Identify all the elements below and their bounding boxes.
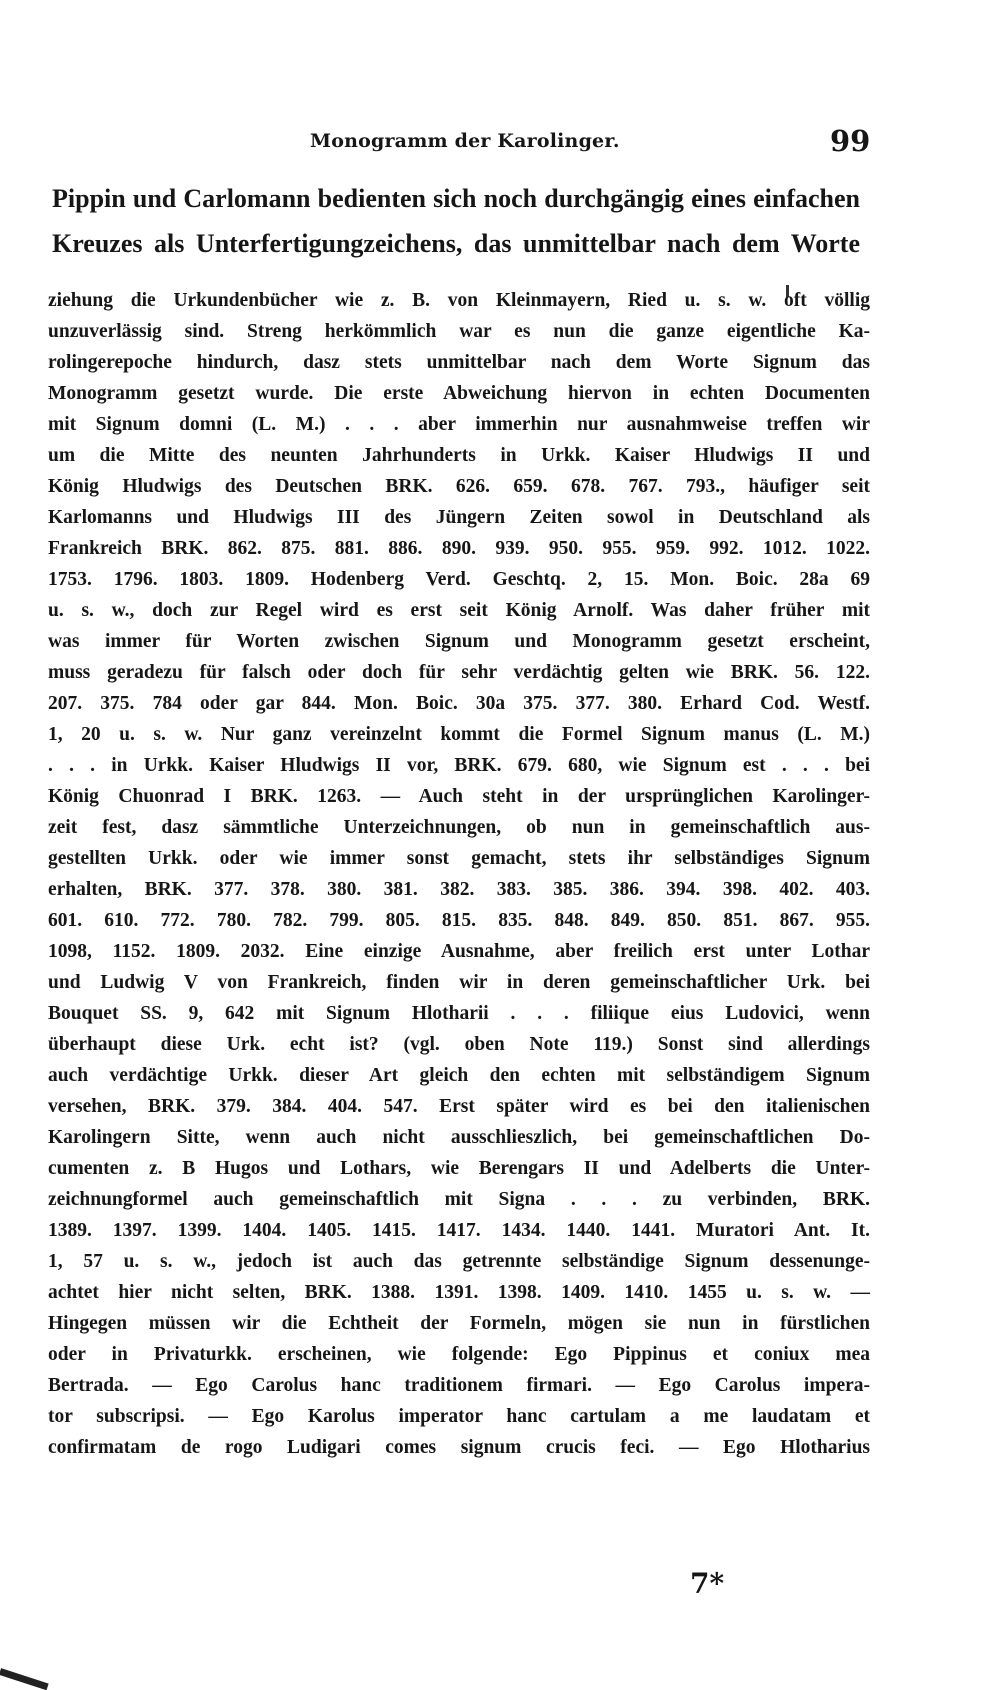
footnote-line: Monogramm gesetzt wurde. Die erste Abweichung hiervon in echten Documenten <box>48 383 870 404</box>
footnote-line: rolingerepoche hindurch, dasz stets unmittelbar nach dem Worte Signum das <box>48 352 870 373</box>
footnote-line: tor subscripsi. — Ego Karolus imperator hanc cartulam a me laudatam et <box>48 1406 870 1427</box>
footnote-line: 1, 57 u. s. w., jedoch ist auch das getrennte selbständige Signum dessenunge- <box>48 1251 870 1272</box>
footnote-line: Karlomanns und Hludwigs III des Jüngern Zeiten sowol in Deutschland als <box>48 507 870 528</box>
scan-artifact <box>0 1668 49 1690</box>
body-text-line: Pippin und Carlomann bedienten sich noch durchgängig eines einfachen <box>52 184 860 213</box>
footnote-line: achtet hier nicht selten, BRK. 1388. 1391. 1398. 1409. 1410. 1455 u. s. w. — <box>48 1282 870 1303</box>
footnote-line: König Chuonrad I BRK. 1263. — Auch steht in der ursprünglichen Karolinger- <box>48 786 870 807</box>
footnote-line: Hingegen müssen wir die Echtheit der Formeln, mögen sie nun in fürstlichen <box>48 1313 870 1334</box>
footnote-line: auch verdächtige Urkk. dieser Art gleich den echten mit selbständigem Signum <box>48 1065 870 1086</box>
footnote-line: unzuverlässig sind. Streng herkömmlich war es nun die ganze eigentliche Ka- <box>48 321 870 342</box>
footnote-line: Bertrada. — Ego Carolus hanc traditionem firmari. — Ego Carolus impera- <box>48 1375 870 1396</box>
footnote-line: 1, 20 u. s. w. Nur ganz vereinzelnt kommt die Formel Signum manus (L. M.) <box>48 724 870 745</box>
footnote-line: und Ludwig V von Frankreich, finden wir in deren gemeinschaftlicher Urk. bei <box>48 972 870 993</box>
footnote-line: 207. 375. 784 oder gar 844. Mon. Boic. 30a 375. 377. 380. Erhard Cod. Westf. <box>48 693 870 714</box>
footnote-line: . . . in Urkk. Kaiser Hludwigs II vor, BRK. 679. 680, wie Signum est . . . bei <box>48 755 870 776</box>
footnote-line: zeit fest, dasz sämmtliche Unterzeichnungen, ob nun in gemeinschaftlich aus- <box>48 817 870 838</box>
footnote-line: Bouquet SS. 9, 642 mit Signum Hlotharii . . . filiique eius Ludovici, wenn <box>48 1003 870 1024</box>
page-number: 99 <box>830 124 871 158</box>
footnote-line: Karolingern Sitte, wenn auch nicht ausschlieszlich, bei gemeinschaftlichen Do- <box>48 1127 870 1148</box>
footnote-line: Frankreich BRK. 862. 875. 881. 886. 890. 939. 950. 955. 959. 992. 1012. 1022. <box>48 538 870 559</box>
running-header-title: Monogramm der Karolinger. <box>310 130 620 152</box>
footnote-line: König Hludwigs des Deutschen BRK. 626. 659. 678. 767. 793., häufiger seit <box>48 476 870 497</box>
footnote-line: was immer für Worten zwischen Signum und Monogramm gesetzt erscheint, <box>48 631 870 652</box>
footnote-line: muss geradezu für falsch oder doch für sehr verdächtig gelten wie BRK. 56. 122. <box>48 662 870 683</box>
footnote-line: 1753. 1796. 1803. 1809. Hodenberg Verd. Geschtq. 2, 15. Mon. Boic. 28a 69 <box>48 569 870 590</box>
footnote-line: 1389. 1397. 1399. 1404. 1405. 1415. 1417. 1434. 1440. 1441. Muratori Ant. It. <box>48 1220 870 1241</box>
footnote-line: erhalten, BRK. 377. 378. 380. 381. 382. 383. 385. 386. 394. 398. 402. 403. <box>48 879 870 900</box>
footnote-line: mit Signum domni (L. M.) . . . aber immerhin nur ausnahmweise treffen wir <box>48 414 870 435</box>
footnote-line: versehen, BRK. 379. 384. 404. 547. Erst später wird es bei den italienischen <box>48 1096 870 1117</box>
footnote-line: ziehung die Urkundenbücher wie z. B. von Kleinmayern, Ried u. s. w. oft völlig <box>48 290 870 311</box>
footnote-line: 601. 610. 772. 780. 782. 799. 805. 815. 835. 848. 849. 850. 851. 867. 955. <box>48 910 870 931</box>
signature-mark: 7* <box>690 1567 725 1600</box>
footnote-line: zeichnungformel auch gemeinschaftlich mit Signa . . . zu verbinden, BRK. <box>48 1189 870 1210</box>
footnote-line: gestellten Urkk. oder wie immer sonst gemacht, stets ihr selbständiges Signum <box>48 848 870 869</box>
footnote-line: überhaupt diese Urk. echt ist? (vgl. oben Note 119.) Sonst sind allerdings <box>48 1034 870 1055</box>
footnote-line: um die Mitte des neunten Jahrhunderts in Urkk. Kaiser Hludwigs II und <box>48 445 870 466</box>
footnote-line: cumenten z. B Hugos und Lothars, wie Berengars II und Adelberts die Unter- <box>48 1158 870 1179</box>
footnote-line: 1098, 1152. 1809. 2032. Eine einzige Ausnahme, aber freilich erst unter Lothar <box>48 941 870 962</box>
footnote-line: u. s. w., doch zur Regel wird es erst seit König Arnolf. Was daher früher mit <box>48 600 870 621</box>
body-text-line: Kreuzes als Unterfertigungzeichens, das unmittelbar nach dem Worte <box>52 229 860 258</box>
footnote-line: oder in Privaturkk. erscheinen, wie folgende: Ego Pippinus et coniux mea <box>48 1344 870 1365</box>
footnote-line: confirmatam de rogo Ludigari comes signum crucis feci. — Ego Hlotharius <box>48 1437 870 1458</box>
